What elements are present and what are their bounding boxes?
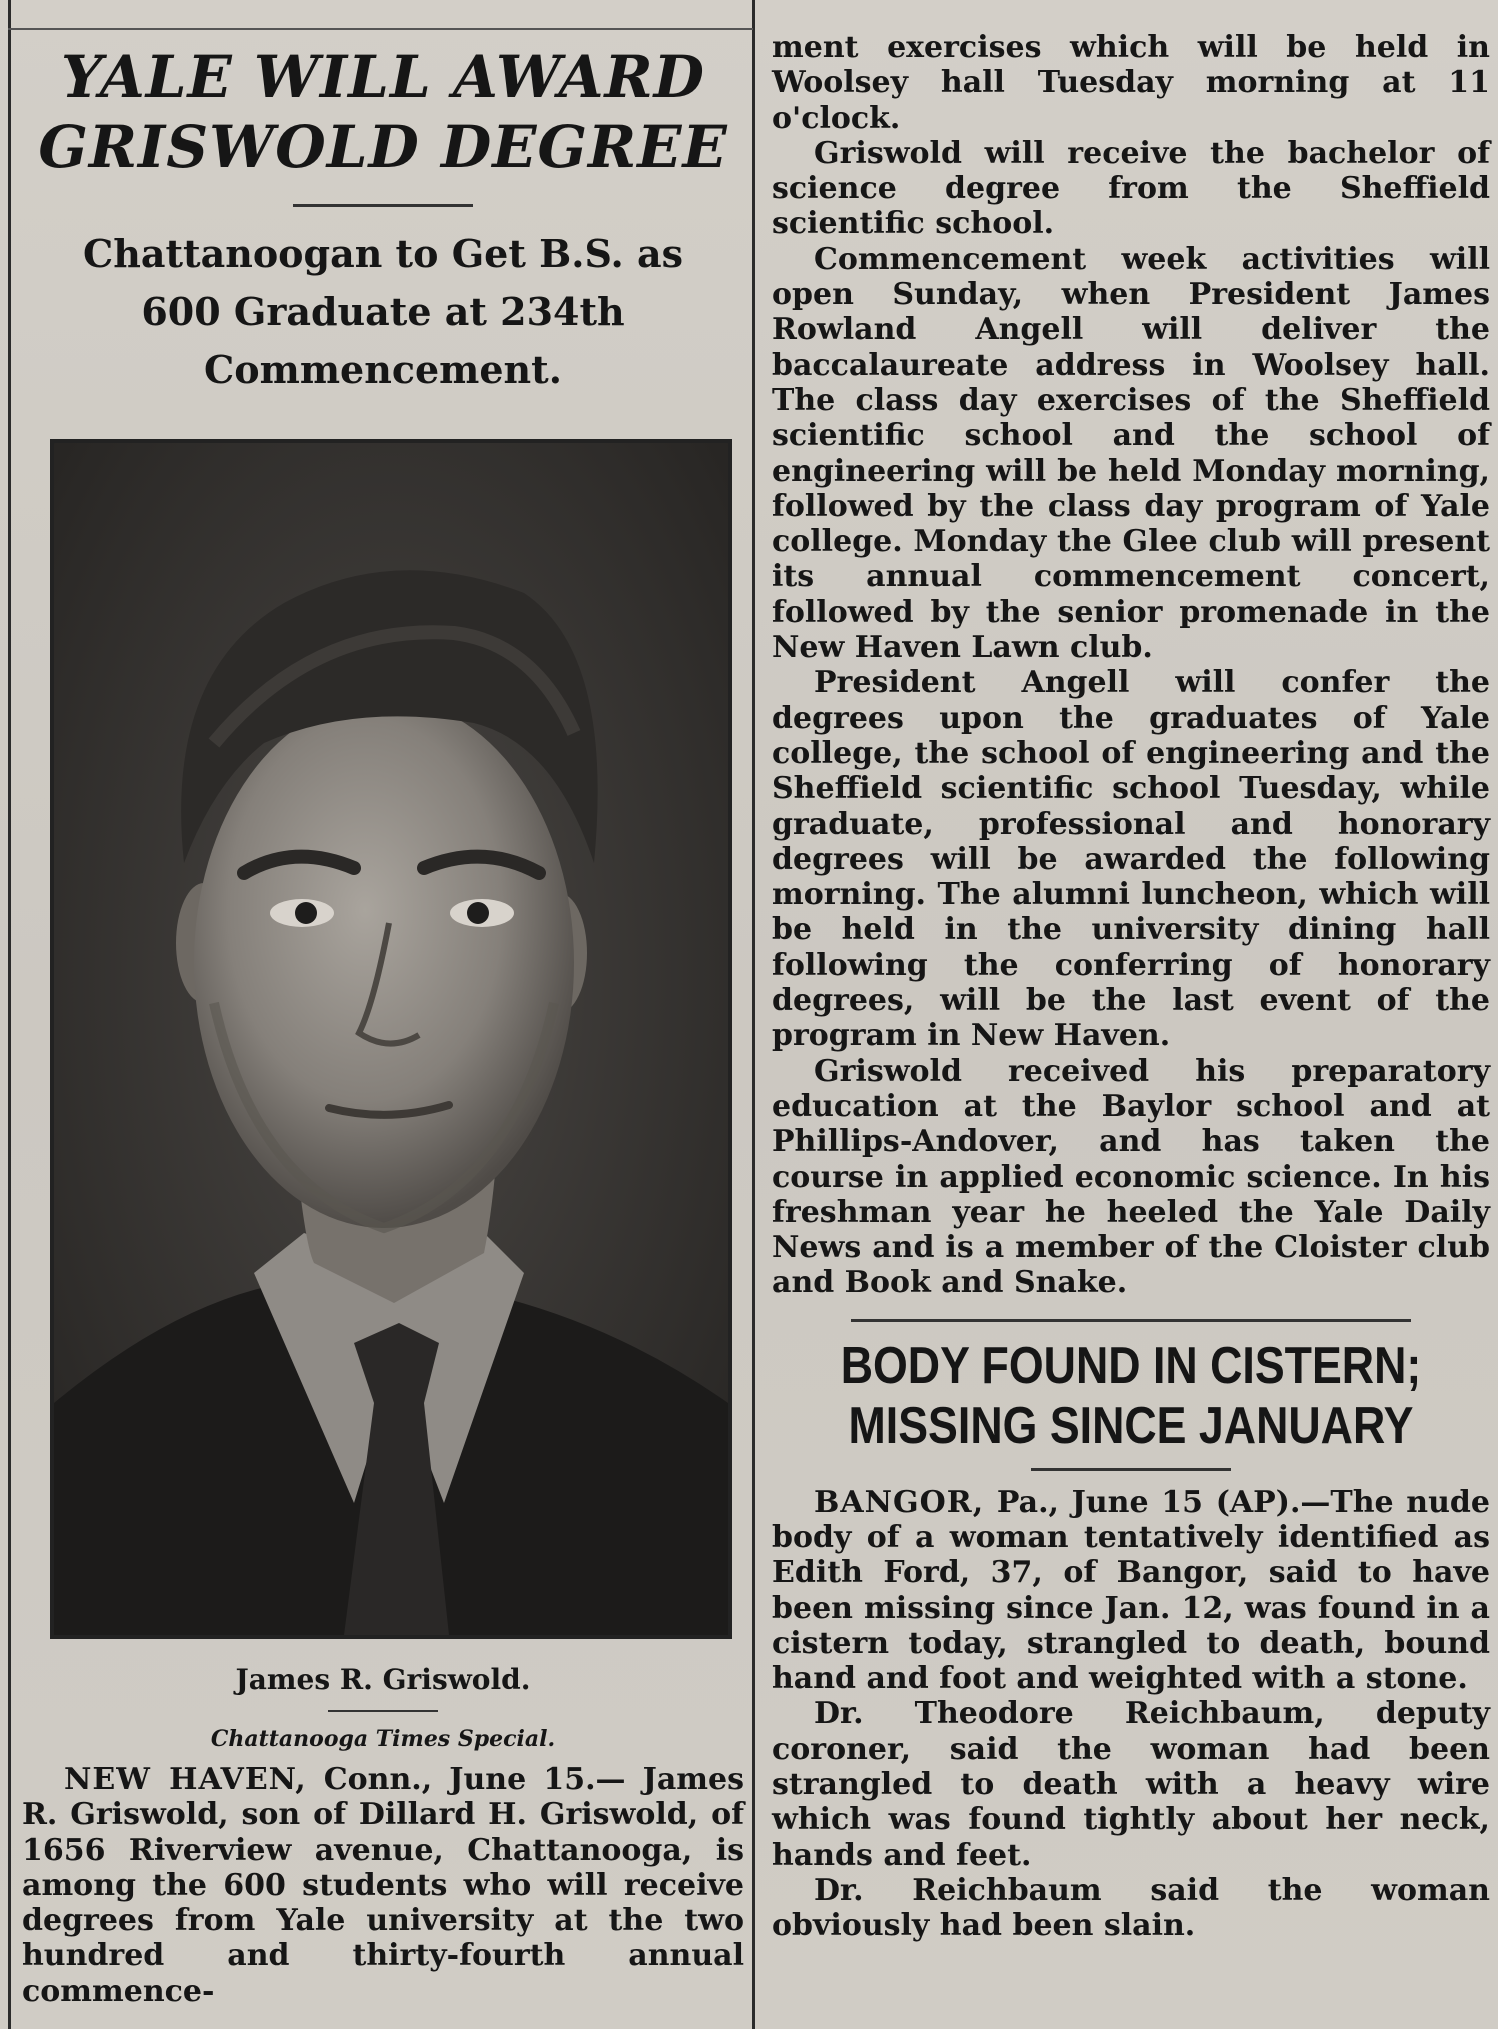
- dateline: BANGOR,: [814, 1484, 985, 1520]
- article-divider: [851, 1319, 1411, 1322]
- body-paragraph: Griswold will receive the bachelor of science degree from the Sheffield scientific school.: [772, 135, 1490, 242]
- headline-line: BODY FOUND IN CISTERN;: [840, 1336, 1422, 1395]
- portrait-photo: [50, 439, 732, 1639]
- special-credit: Chattanooga Times Special.: [210, 1726, 556, 1752]
- column-rule-middle: [752, 0, 755, 2029]
- headline-line: MISSING SINCE JANUARY: [848, 1396, 1414, 1455]
- article1-deck: [22, 225, 744, 399]
- caption-divider: [328, 1710, 438, 1712]
- column-rule-left: [8, 0, 11, 2029]
- body-paragraph: Commencement week activities will open Sunday, when President James Rowland Angell will deliver the baccalaureate address in Woolsey hall. The class day exercises of the Sheffield scientific school and the school of engineering will be held Monday morning, followed by the class day program of Yale college. Monday the Glee club will present its annual commencement concert, followed by the senior promenade in the New Haven Lawn club.: [772, 241, 1490, 666]
- portrait-illustration: [54, 443, 728, 1635]
- headline-divider: [1031, 1468, 1231, 1471]
- body-paragraph: Pa., June 15 (AP).—The nude body of a woman tentatively identified as Edith Ford, 37, of Bangor, said to have been missing since Jan. 12, was found in a cistern today, strangled to death, bound hand and foot and weighted with a stone.: [772, 1484, 1490, 1697]
- article2-body: [772, 1485, 1490, 1944]
- deck-line: Chattanoogan to Get B.S. as: [82, 231, 684, 276]
- article2-headline: [822, 1336, 1439, 1456]
- left-column: [22, 30, 744, 2009]
- headline-line: GRISWOLD DEGREE: [38, 113, 728, 181]
- photo-caption: James R. Griswold.: [235, 1663, 531, 1696]
- article1-lead: [22, 1762, 744, 2009]
- body-paragraph: Dr. Theodore Reichbaum, deputy coroner, said the woman had been strangled to death with a heavy wire which was found tightly about her neck, hands and feet.: [772, 1696, 1490, 1873]
- right-column: [772, 30, 1490, 1944]
- article1-continued: [772, 30, 1490, 1301]
- deck-line: Commencement.: [204, 347, 562, 392]
- body-paragraph: President Angell will confer the degrees upon the graduates of Yale college, the school of engineering and the Sheffield scientific school Tuesday, while graduate, professional and honorary degrees will be awarded the following morning. The alumni luncheon, which will be held in the university dining hall following the conferring of honorary degrees, will be the last event of the program in New Haven.: [772, 665, 1490, 1054]
- lead-paragraph: Conn., June 15.— James R. Griswold, son of Dillard H. Griswold, of 1656 Riverview avenue, Chattanooga, is among the 600 students who will receive degrees from Yale university at the two hundred and thirty-fourth annual commence-: [22, 1762, 745, 2009]
- continued-paragraph: ment exercises which will be held in Woolsey hall Tuesday morning at 11 o'clock.: [772, 30, 1490, 136]
- article1-headline: [22, 42, 744, 182]
- deck-line: 600 Graduate at 234th: [141, 289, 625, 334]
- headline-line: YALE WILL AWARD: [61, 43, 705, 111]
- dateline: NEW HAVEN,: [64, 1762, 307, 1797]
- headline-divider: [293, 204, 473, 207]
- body-paragraph: Dr. Reichbaum said the woman obviously had been slain.: [772, 1872, 1490, 1944]
- body-paragraph: Griswold received his preparatory education at the Baylor school and at Phillips-Andover, and has taken the course in applied economic science. In his freshman year he heeled the Yale Daily News and is a member of the Cloister club and Book and Snake.: [772, 1053, 1490, 1301]
